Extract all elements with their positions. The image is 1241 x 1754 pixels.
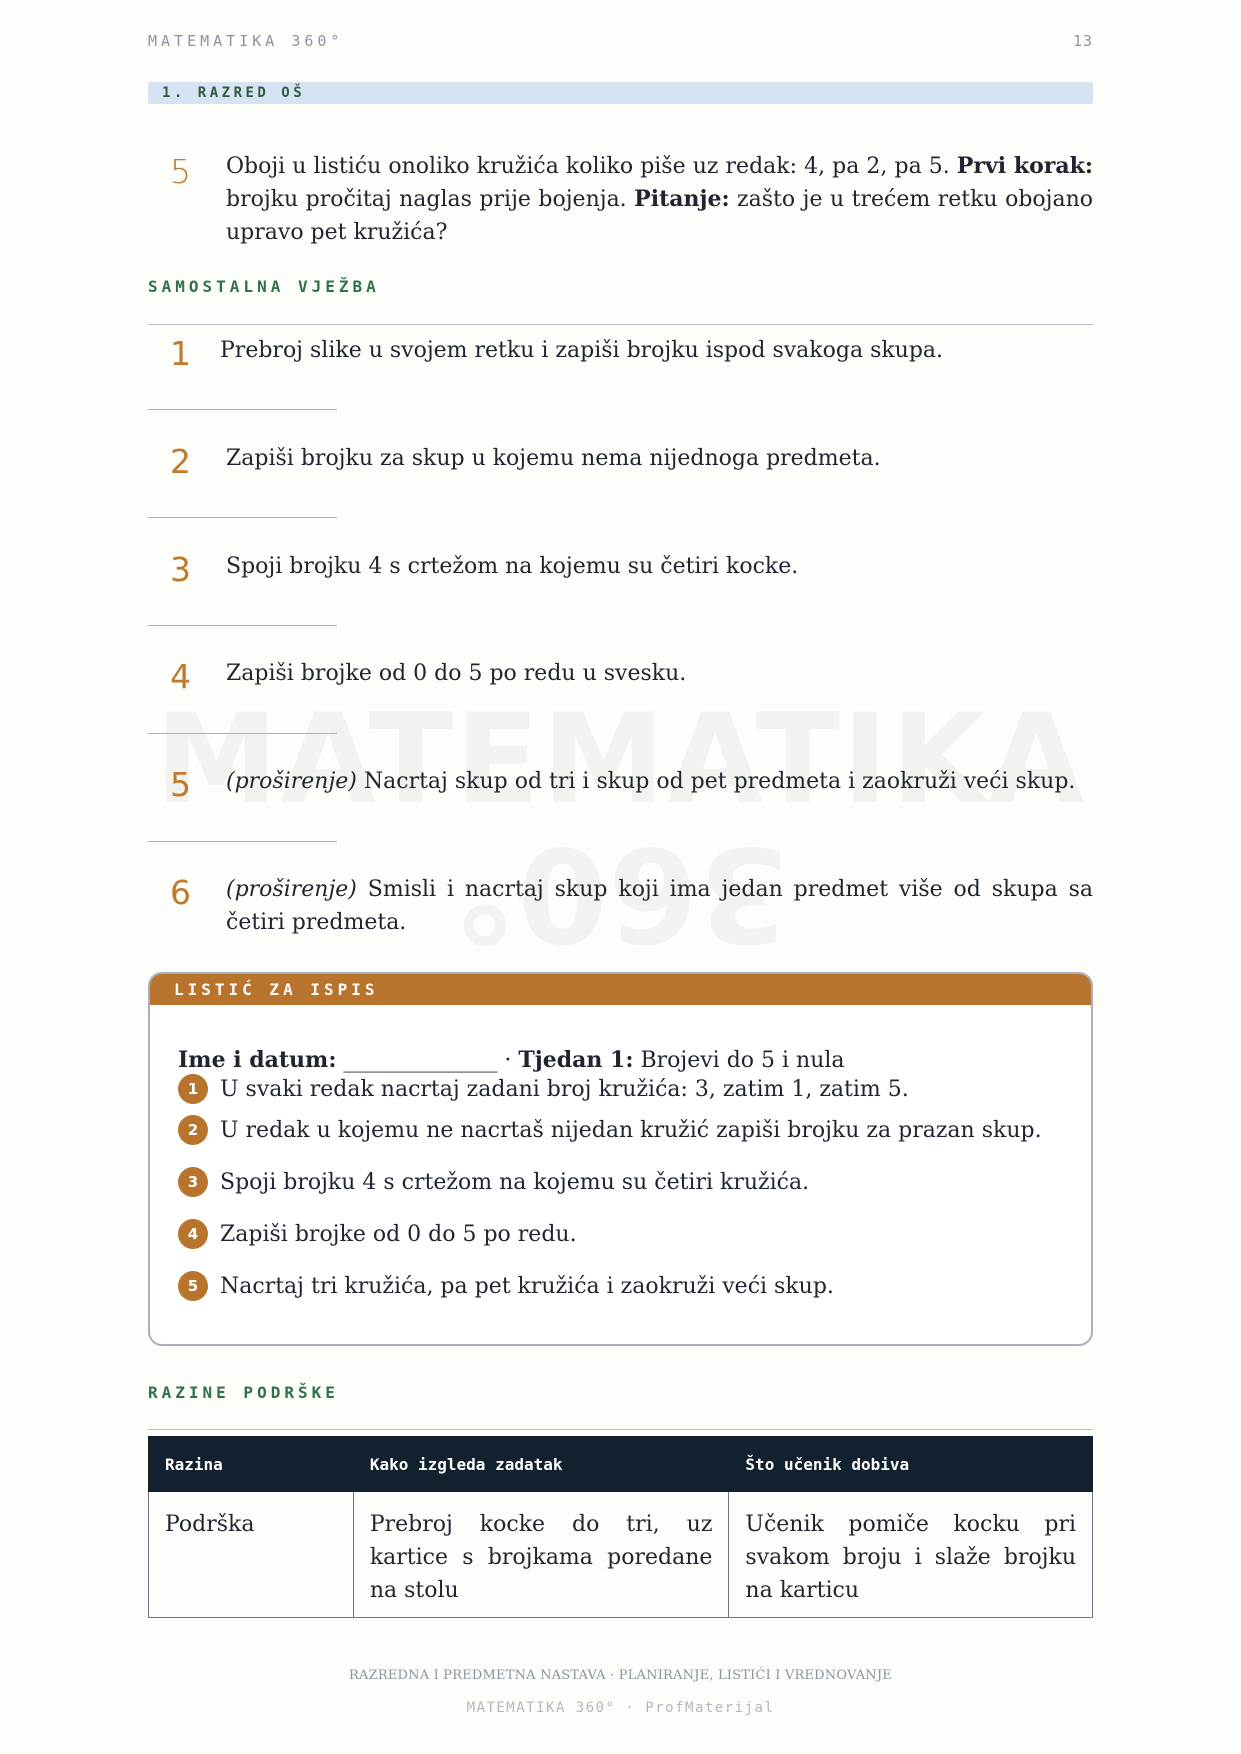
exercise-text: (proširenje) Nacrtaj skup od tri i skup od pet predmeta i zaokruži veći skup.: [226, 769, 1076, 794]
handout-body: [150, 1005, 1091, 1312]
answer-line[interactable]: [148, 409, 337, 410]
handout-header: LISTIĆ ZA ISPIS: [150, 974, 1091, 1005]
exercise-item: [148, 657, 1093, 696]
running-head: [148, 32, 1093, 50]
handout-item-text: U redak u kojemu ne nacrtaš nijedan kružić zapiši brojku za prazan skup.: [220, 1117, 1042, 1143]
handout-item-text: Nacrtaj tri kružića, pa pet kružića i zaokruži veći skup.: [220, 1273, 834, 1299]
running-title: MATEMATIKA 360°: [148, 32, 344, 50]
table-cell: Učenik pomiče kocku pri svakom broju i slaže brojku na karticu: [729, 1492, 1093, 1618]
task-number: 5: [170, 152, 191, 191]
table-cell: Prebroj kocke do tri, uz kartice s brojkama poredane na stolu: [353, 1492, 729, 1618]
answer-line[interactable]: [148, 517, 337, 518]
number-badge: 2: [178, 1115, 208, 1145]
column-header: Razina: [149, 1437, 354, 1492]
table-row: [149, 1492, 1093, 1618]
exercise-text: Spoji brojku 4 s crtežom na kojemu su četiri kocke.: [226, 554, 799, 579]
exercise-number: 1: [170, 334, 191, 373]
answer-line[interactable]: [148, 841, 337, 842]
number-badge: 5: [178, 1271, 208, 1301]
watermark-title: [0, 688, 1241, 832]
exercise-item: [148, 873, 1093, 939]
exercise-number: 2: [170, 442, 191, 481]
column-header: Što učenik dobiva: [729, 1437, 1093, 1492]
divider: [148, 324, 1093, 325]
exercise-text: Zapiši brojke od 0 do 5 po redu u svesku.: [226, 661, 687, 686]
exercise-number: 3: [170, 550, 191, 589]
handout-box: [148, 972, 1093, 1346]
task-text: Oboji u listiću onoliko kružića koliko piše uz redak: 4, pa 2, pa 5. Prvi korak: brojku pročitaj naglas prije bojenja. Pitanje: zašto je u trećem retku obojano upravo pet kružića?: [226, 153, 1093, 245]
exercise-number: 5: [170, 765, 191, 804]
support-label: RAZINE PODRŠKE: [148, 1383, 339, 1402]
handout-item: [178, 1104, 1063, 1156]
handout-item: [178, 1208, 1063, 1260]
answer-line[interactable]: [148, 733, 337, 734]
exercise-text: Prebroj slike u svojem retku i zapiši brojku ispod svakoga skupa.: [220, 338, 944, 363]
table-header-row: [149, 1437, 1093, 1492]
handout-list: [178, 1074, 1063, 1312]
practice-label: SAMOSTALNA VJEŽBA: [148, 277, 380, 296]
number-badge: 4: [178, 1219, 208, 1249]
divider: [148, 1429, 1093, 1430]
handout-item: [178, 1260, 1063, 1312]
exercise-item: [148, 334, 1093, 373]
exercise-number: 4: [170, 657, 191, 696]
handout-item-text: U svaki redak nacrtaj zadani broj kružića: 3, zatim 1, zatim 5.: [220, 1076, 909, 1102]
exercise-item: [148, 550, 1093, 589]
answer-line[interactable]: [148, 625, 337, 626]
exercise-number: 6: [170, 873, 191, 912]
page-number: 13: [1072, 32, 1093, 50]
exercise-text: Zapiši brojku za skup u kojemu nema nijednoga predmeta.: [226, 446, 881, 471]
handout-item: [178, 1156, 1063, 1208]
handout-item: [178, 1074, 1063, 1104]
table-cell: Podrška: [149, 1492, 354, 1618]
column-header: Kako izgleda zadatak: [353, 1437, 729, 1492]
number-badge: 1: [178, 1074, 208, 1104]
grade-bar: 1. RAZRED OŠ: [148, 82, 1093, 104]
exercise-text: (proširenje) Smisli i nacrtaj skup koji ima jedan predmet više od skupa sa četiri predmeta.: [226, 877, 1093, 935]
footer-brand: MATEMATIKA 360° · ProfMaterijal: [466, 1700, 775, 1716]
handout-title: Ime i datum: ______________ · Tjedan 1: Brojevi do 5 i nula: [178, 1047, 845, 1073]
intro-task: [148, 150, 1093, 249]
exercise-item: [148, 765, 1093, 804]
support-table: [148, 1436, 1093, 1618]
handout-item-text: Spoji brojku 4 s crtežom na kojemu su četiri kružića.: [220, 1169, 810, 1195]
handout-item-text: Zapiši brojke od 0 do 5 po redu.: [220, 1221, 577, 1247]
exercise-item: [148, 442, 1093, 481]
footer-subtitle: RAZREDNA I PREDMETNA NASTAVA · PLANIRANJE, LISTIĆI I VREDNOVANJE: [349, 1668, 892, 1683]
number-badge: 3: [178, 1167, 208, 1197]
